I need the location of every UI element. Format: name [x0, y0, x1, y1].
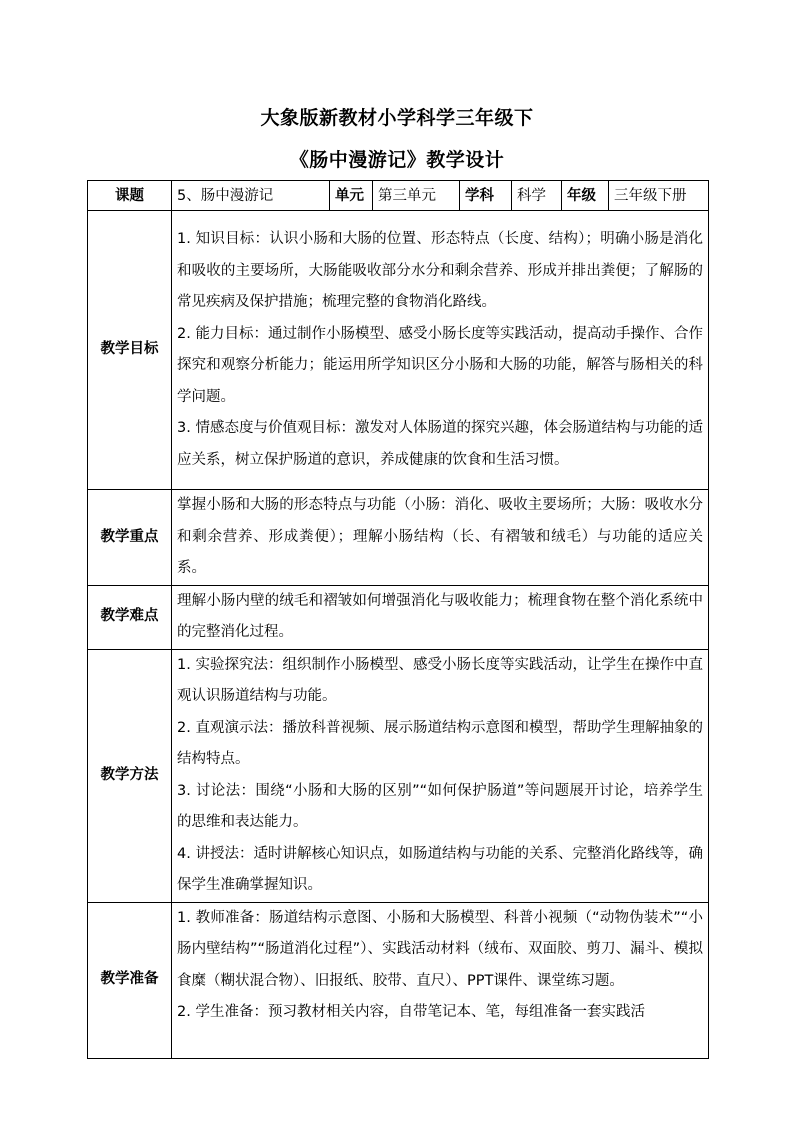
method-discussion: 3. 讨论法：围绕“小肠和大肠的区别”“如何保护肠道”等问题展开讨论，培养学生的思维和表达能力。: [177, 782, 703, 830]
grade-label: 年级: [562, 181, 609, 211]
goal-attitude: 3. 情感态度与价值观目标：激发对人体肠道的探究兴趣，体会肠道结构与功能的适应关系，树立保护肠道的意识，养成健康的饮食和生活习惯。: [177, 420, 703, 468]
subject-value: 科学: [512, 181, 562, 211]
prep-teacher: 1. 教师准备：肠道结构示意图、小肠和大肠模型、科普小视频（“动物伪装术”“小肠内壁结构”“肠道消化过程”）、实践活动材料（绒布、双面胶、剪刀、漏斗、模拟食糜（糊状混合物）、旧报纸、胶带、直尺）、PPT课件、课堂练习题。: [177, 909, 703, 989]
difficulties-label: 教学难点: [88, 585, 172, 649]
prep-student: 2. 学生准备：预习教材相关内容，自带笔记本、笔，每组准备一套实践活: [177, 1004, 645, 1020]
methods-label: 教学方法: [88, 649, 172, 902]
preparation-content: [172, 902, 709, 1058]
unit-value: 第三单元: [373, 181, 460, 211]
key-points-row: [88, 490, 709, 586]
unit-label: 单元: [330, 181, 373, 211]
topic-label: 课题: [88, 181, 172, 211]
difficulties-text: 理解小肠内壁的绒毛和褶皱如何增强消化与吸收能力；梳理食物在整个消化系统中的完整消化过程。: [172, 585, 709, 649]
methods-row: [88, 649, 709, 902]
method-experiment: 1. 实验探究法：组织制作小肠模型、感受小肠长度等实践活动，让学生在操作中直观认识肠道结构与功能。: [177, 656, 703, 704]
goals-label: 教学目标: [88, 211, 172, 490]
goals-row: [88, 211, 709, 490]
goals-content: [172, 211, 709, 490]
subject-label: 学科: [460, 181, 512, 211]
preparation-row: [88, 902, 709, 1058]
method-demonstration: 2. 直观演示法：播放科普视频、展示肠道结构示意图和模型，帮助学生理解抽象的结构特点。: [177, 719, 703, 767]
preparation-label: 教学准备: [88, 902, 172, 1058]
document-subtitle: 《肠中漫游记》教学设计: [289, 149, 505, 171]
methods-content: [172, 649, 709, 902]
grade-value: 三年级下册: [609, 181, 709, 211]
header-row: [88, 181, 709, 211]
topic-value: 5、肠中漫游记: [172, 181, 330, 211]
lesson-plan-table: [87, 180, 709, 1059]
key-points-label: 教学重点: [88, 490, 172, 586]
document-title: 大象版新教材小学科学三年级下: [260, 107, 534, 129]
method-lecture: 4. 讲授法：适时讲解核心知识点，如肠道结构与功能的关系、完整消化路线等，确保学生准确掌握知识。: [177, 845, 703, 893]
goal-ability: 2. 能力目标：通过制作小肠模型、感受小肠长度等实践活动，提高动手操作、合作探究和观察分析能力；能运用所学知识区分小肠和大肠的功能，解答与肠相关的科学问题。: [177, 325, 703, 405]
difficulties-row: [88, 585, 709, 649]
goal-knowledge: 1. 知识目标：认识小肠和大肠的位置、形态特点（长度、结构）；明确小肠是消化和吸收的主要场所，大肠能吸收部分水分和剩余营养、形成并排出粪便；了解肠的常见疾病及保护措施；梳理完整的食物消化路线。: [177, 231, 703, 310]
key-points-text: 掌握小肠和大肠的形态特点与功能（小肠：消化、吸收主要场所；大肠：吸收水分和剩余营养、形成粪便）；理解小肠结构（长、有褶皱和绒毛）与功能的适应关系。: [172, 490, 709, 586]
